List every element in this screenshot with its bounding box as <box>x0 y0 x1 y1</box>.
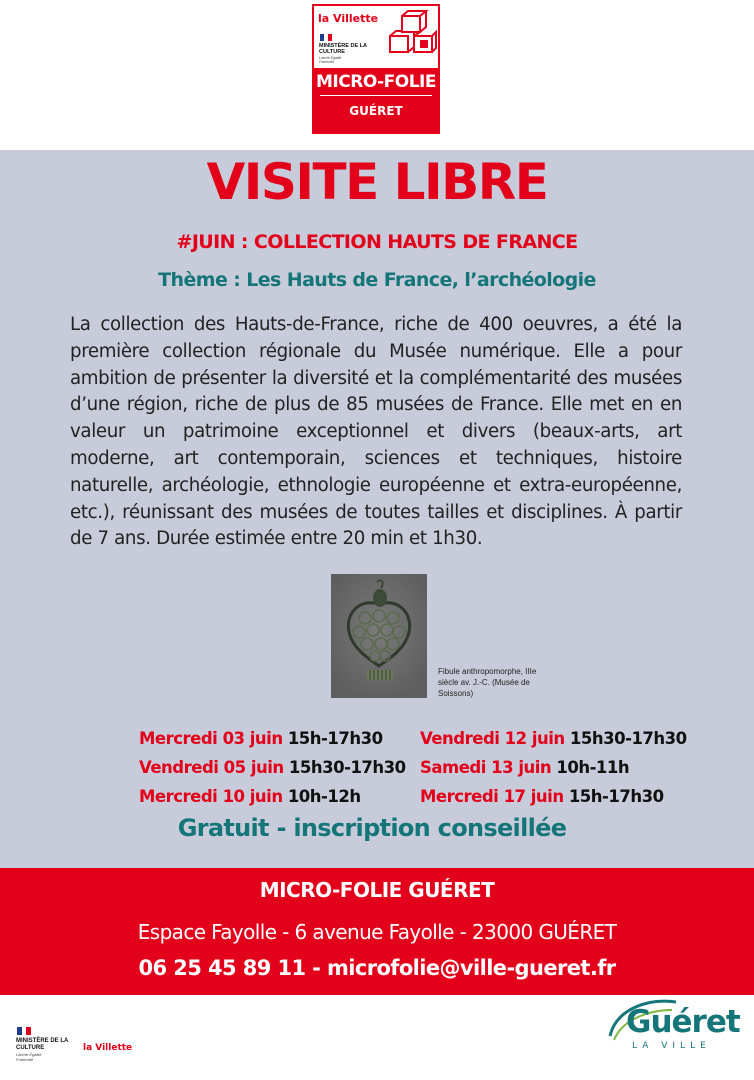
divider <box>320 95 432 96</box>
schedule-item <box>420 758 629 777</box>
micro-folie-title: MICRO-FOLIE <box>316 72 436 92</box>
schedule-item <box>139 787 361 806</box>
devise-text: Liberté Égalité Fraternité <box>16 1052 42 1062</box>
schedule-time: 15h30-17h30 <box>569 729 687 748</box>
devise-text: Liberté Égalité Fraternité <box>319 56 342 64</box>
french-flag-icon <box>320 34 332 41</box>
schedule-day: Mercredi 17 juin <box>420 787 564 806</box>
schedule-day: Vendredi 05 juin <box>139 758 284 777</box>
schedule-item <box>420 787 664 806</box>
micro-folie-logo <box>312 4 440 134</box>
schedule-day: Vendredi 12 juin <box>420 729 565 748</box>
theme-line: Thème : Les Hauts de France, l’archéologie <box>158 269 596 291</box>
fibula-illustration <box>331 574 427 698</box>
schedule-time: 15h-17h30 <box>568 787 664 806</box>
la-villette-logo-text: la Villette <box>318 12 379 25</box>
micro-folie-title-box <box>314 68 438 132</box>
venue-name: MICRO-FOLIE GUÉRET <box>259 878 495 902</box>
cubes-icon <box>384 10 438 64</box>
ministere-text: MINISTÈRE DE LA CULTURE <box>319 43 367 55</box>
schedule-day: Samedi 13 juin <box>420 758 552 777</box>
la-villette-logo-text: la Villette <box>83 1043 133 1053</box>
schedule-item <box>420 729 687 748</box>
gueret-logo <box>606 996 740 1058</box>
page-subtitle: #JUIN : COLLECTION HAUTS DE FRANCE <box>176 231 578 253</box>
description-text: La collection des Hauts-de-France, riche de 400 oeuvres, a été la première collection régionale du Musée numérique. Elle a pour ambition de présenter la diversité et la complémentarité des musées d’une région, riche de plus de 85 musées de France. Elle met en en valeur un patrimoine exceptionnel et divers (beaux-arts, art moderne, art contemporain, sciences et techniques, histoire naturelle, archéologie, ethnologie européenne et extra-européenne, etc.), réunissant des musées de toutes tailles et disciplines. À partir de 7 ans. Durée estimée entre 20 min et 1h30. <box>70 314 682 550</box>
artwork-caption: Fibule anthropomorphe, IIIe siècle av. J.-C. (Musée de Soissons) <box>438 667 537 698</box>
venue-address: Espace Fayolle - 6 avenue Fayolle - 23000 GUÉRET <box>137 920 617 944</box>
gueret-ville: LA VILLE <box>632 1041 711 1051</box>
page-title: VISITE LIBRE <box>206 153 548 211</box>
schedule-time: 10h-12h <box>287 787 361 806</box>
french-flag-icon <box>17 1027 31 1035</box>
ministere-text: MINISTÈRE DE LA CULTURE <box>16 1038 69 1051</box>
schedule-day: Mercredi 03 juin <box>139 729 283 748</box>
schedule-time: 15h30-17h30 <box>288 758 406 777</box>
gueret-name: Guéret <box>626 1004 740 1040</box>
schedule-item <box>139 729 383 748</box>
contact-info[interactable]: 06 25 45 89 11 - microfolie@ville-gueret.fr <box>138 956 616 980</box>
schedule-item <box>139 758 406 777</box>
schedule-day: Mercredi 10 juin <box>139 787 283 806</box>
schedule-time: 10h-11h <box>556 758 630 777</box>
artwork-image <box>331 574 427 698</box>
schedule-time: 15h-17h30 <box>287 729 383 748</box>
micro-folie-city: GUÉRET <box>349 104 403 118</box>
registration-note: Gratuit - inscription conseillée <box>177 814 567 842</box>
